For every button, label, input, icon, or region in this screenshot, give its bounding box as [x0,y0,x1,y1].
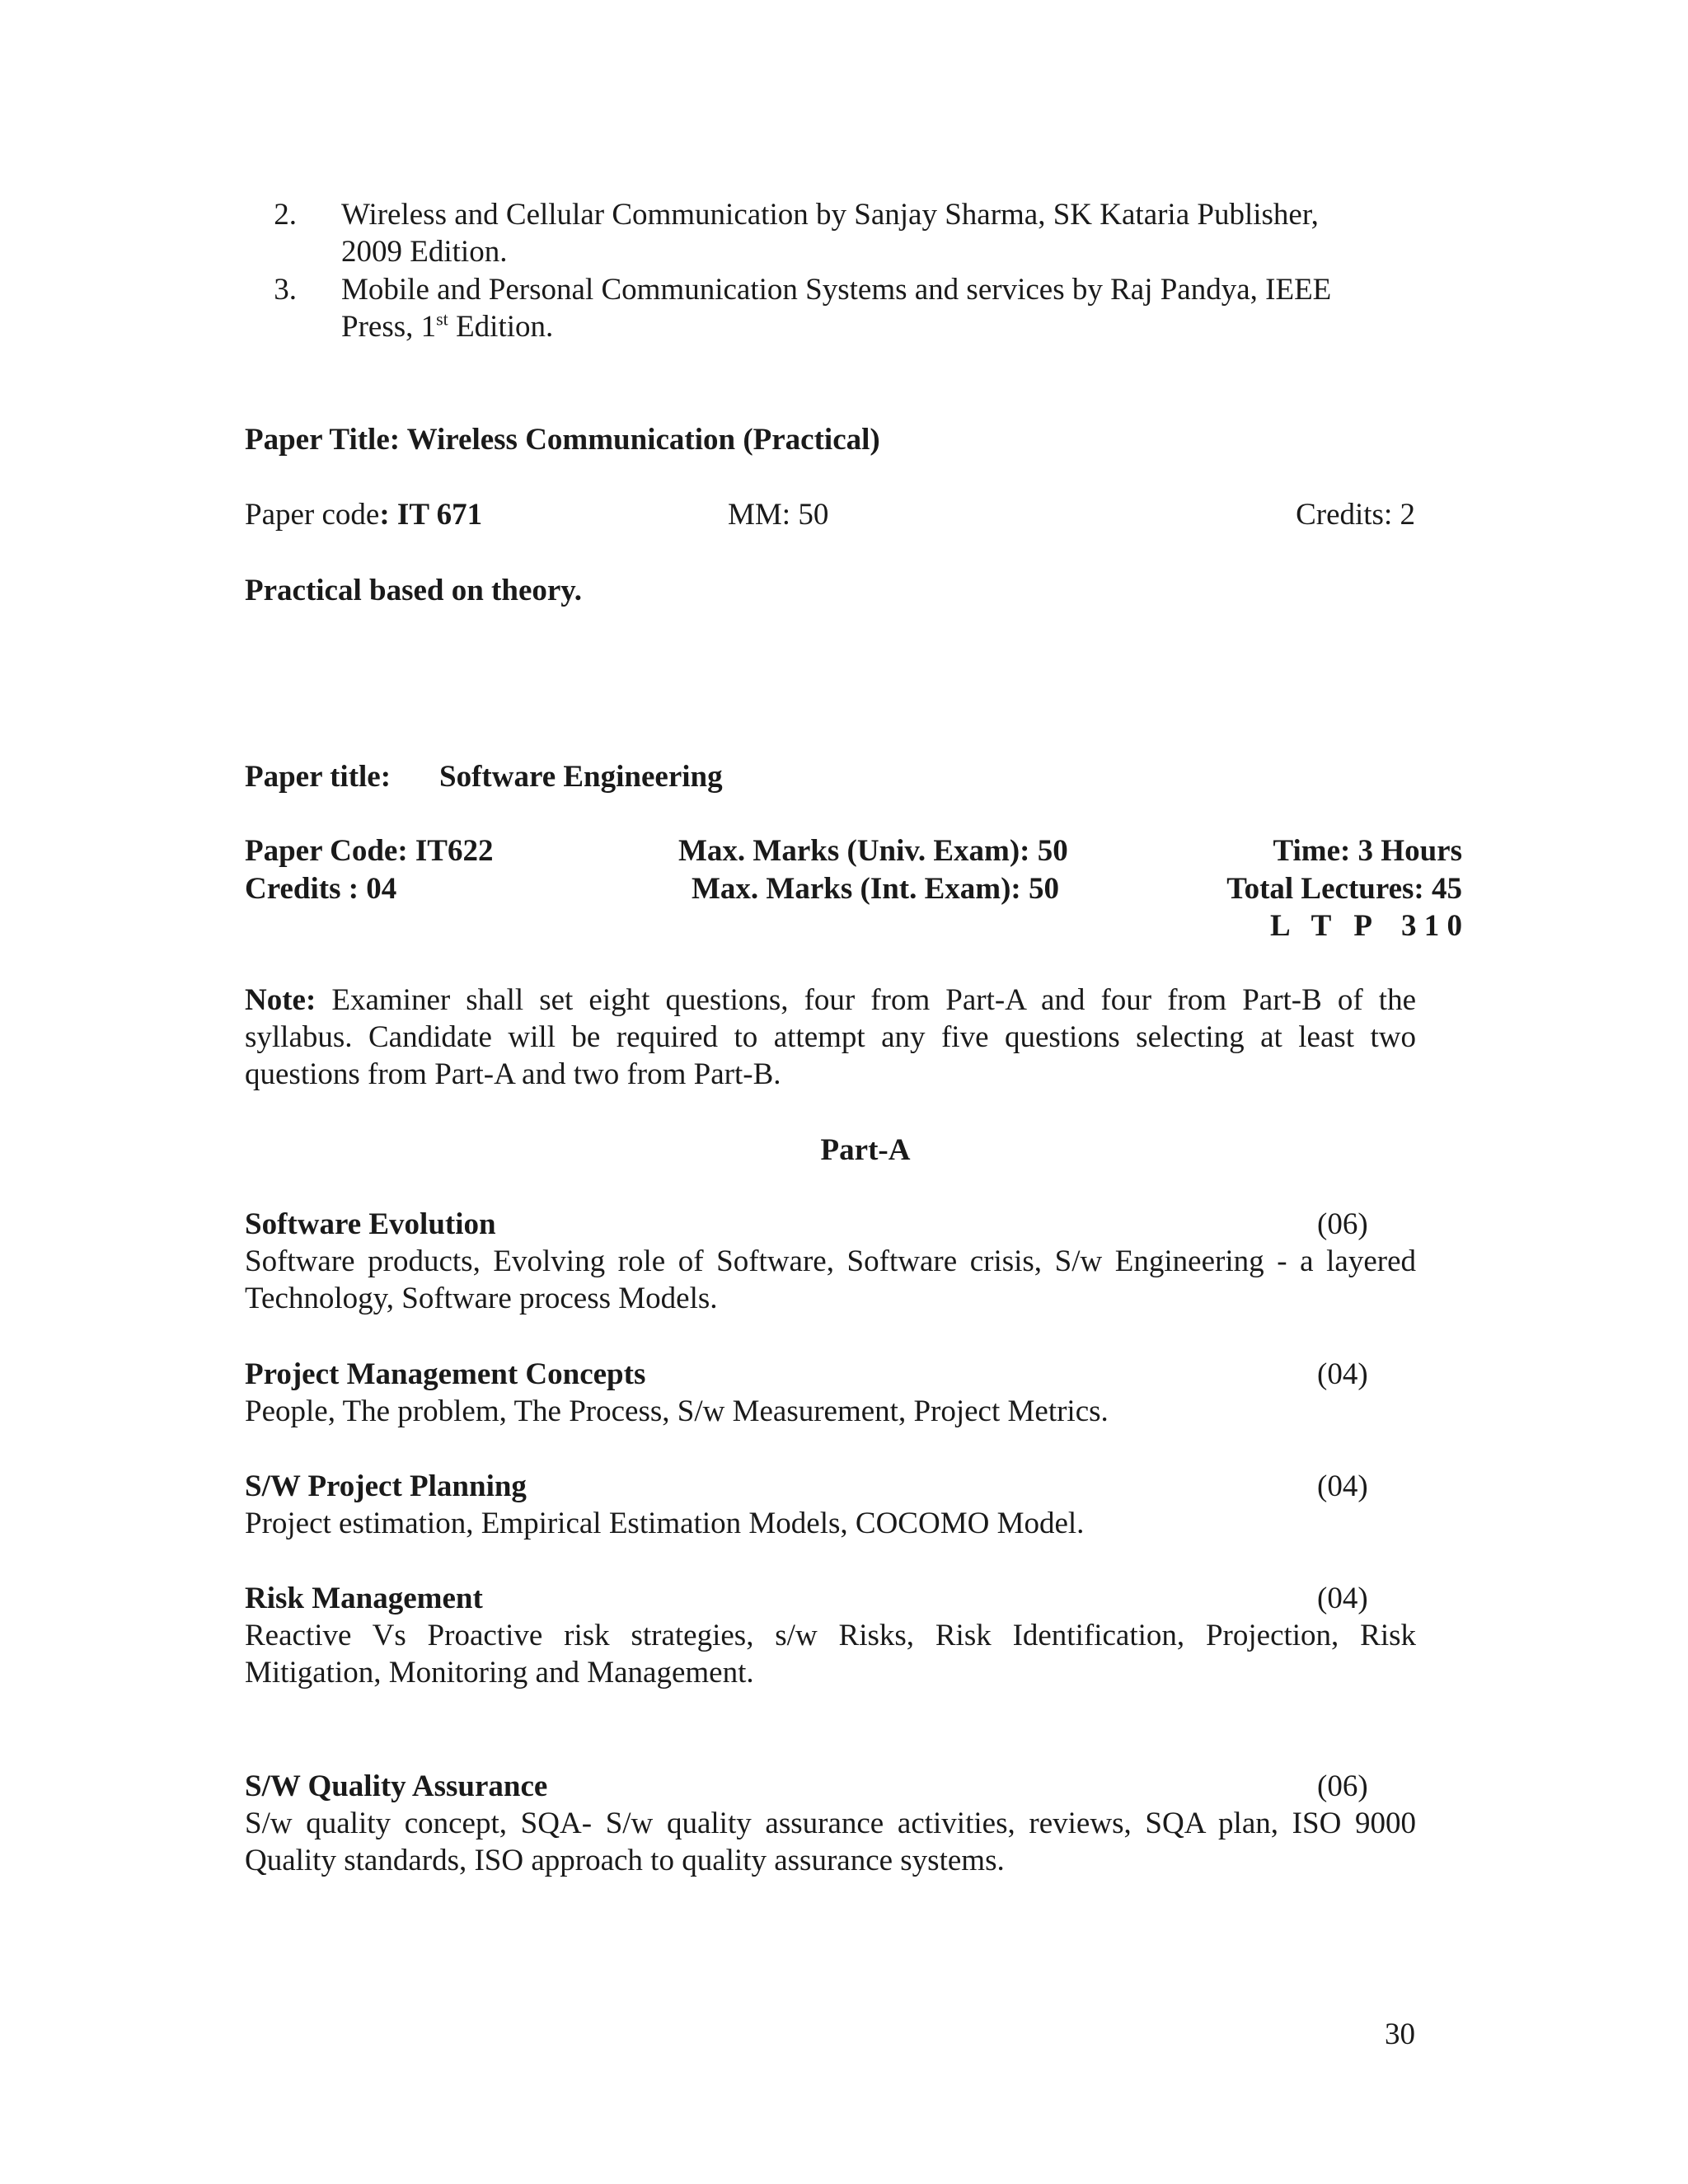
page-number: 30 [1385,2018,1415,2051]
topic-body: People, The problem, The Process, S/w Measurement, Project Metrics. [245,1394,1109,1428]
topic-title: Project Management Concepts [245,1357,646,1391]
reference-line [341,308,1416,345]
note-text: Examiner shall set eight questions, four from Part-A and four from Part-B of the syllabus. Candidate will be required to attempt any five questions selecting at least two questions from Part-A and two from Part-B. [245,983,1416,1091]
reference-number: 2. [274,198,297,232]
topic-hours: (06) [1317,1769,1368,1803]
practical-paper-code [245,496,482,533]
topic-body: Project estimation, Empirical Estimation Models, COCOMO Model. [245,1507,1085,1540]
se-univ-marks: Max. Marks (Univ. Exam): 50 [678,834,1068,868]
reference-item [341,271,1416,345]
reference-text: Press, 1 [341,310,437,344]
paper-code-value: : IT 671 [379,498,483,532]
reference-number: 3. [274,273,297,307]
topic-body: Software products, Evolving role of Software, Software crisis, S/w Engineering - a layered Technology, Software process Models. [245,1244,1416,1315]
topic-hours: (06) [1317,1207,1368,1241]
reference-line: Mobile and Personal Communication Systems and services by Raj Pandya, IEEE [341,273,1332,307]
note-label: Note: [245,983,316,1017]
reference-item [341,196,1416,270]
topic-title: S/W Quality Assurance [245,1769,548,1803]
se-int-marks: Max. Marks (Int. Exam): 50 [692,872,1060,906]
topic-title: S/W Project Planning [245,1469,527,1503]
se-paper-title-label: Paper title: [245,760,392,794]
se-paper-title: Software Engineering [439,760,723,794]
topic-hours: (04) [1317,1582,1368,1615]
part-heading: Part-A [820,1133,911,1167]
ordinal-suffix: st [436,308,448,330]
se-total-lectures: Total Lectures: 45 [1226,872,1462,906]
reference-line: 2009 Edition. [341,235,508,269]
practical-max-marks: MM: 50 [728,498,829,532]
reference-text: Edition. [448,310,554,344]
reference-line: Wireless and Cellular Communication by Sanjay Sharma, SK Kataria Publisher, [341,198,1319,232]
se-paper-code: Paper Code: IT622 [245,834,494,868]
topic-title: Software Evolution [245,1207,496,1241]
se-credits: Credits : 04 [245,872,397,906]
practical-note: Practical based on theory. [245,574,583,607]
topic-body: Reactive Vs Proactive risk strategies, s/w Risks, Risk Identification, Projection, Risk Mitigation, Monitoring and Management. [245,1619,1416,1690]
topic-body: S/w quality concept, SQA- S/w quality assurance activities, reviews, SQA plan, ISO 9000 Quality standards, ISO approach to quality assurance systems. [245,1807,1416,1877]
topic-hours: (04) [1317,1357,1368,1391]
se-note [245,982,1416,1093]
se-time: Time: 3 Hours [1273,834,1462,868]
practical-credits: Credits: 2 [1296,498,1415,532]
topic-title: Risk Management [245,1582,483,1615]
se-ltp: L T P 3 1 0 [1269,909,1462,943]
topic-hours: (04) [1317,1469,1368,1503]
practical-paper-title: Paper Title: Wireless Communication (Practical) [245,423,880,457]
paper-code-label: Paper code [245,498,380,532]
